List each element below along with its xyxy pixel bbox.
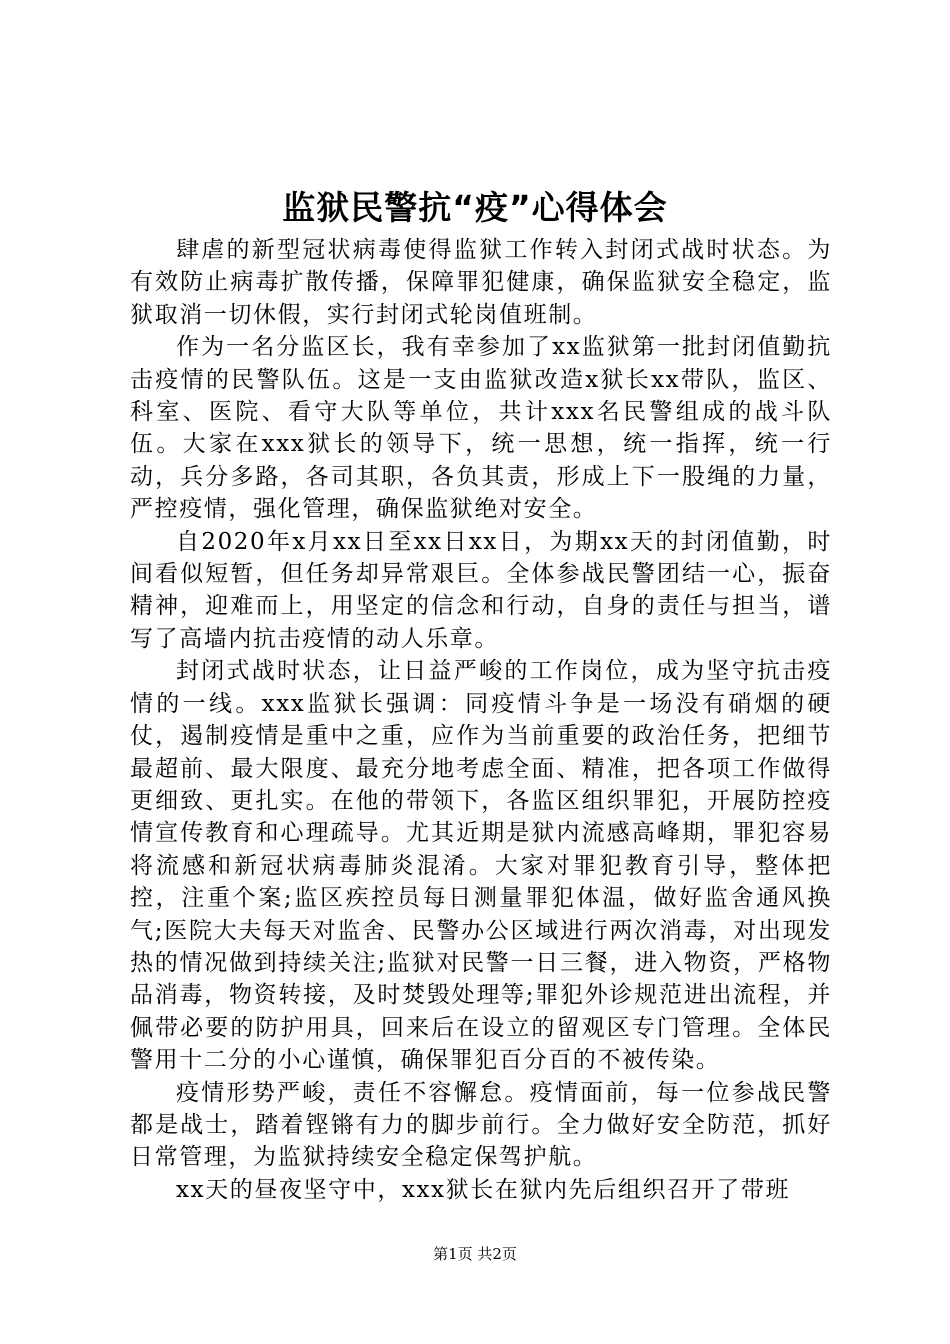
paragraph-5: 疫情形势严峻，责任不容懈怠。疫情面前，每一位参战民警都是战士，踏着铿锵有力的脚步前行。全力做好安全防范，抓好日常管理，为监狱持续安全稳定保驾护航。	[130, 1079, 832, 1171]
document-title: 监狱民警抗“疫”心得体会	[282, 188, 668, 227]
document-body	[130, 234, 832, 1206]
paragraph-6: xx天的昼夜坚守中，xxx狱长在狱内先后组织召开了带班	[176, 1176, 791, 1203]
page-footer: 第1页 共2页	[433, 1245, 517, 1263]
paragraph-2: 作为一名分监区长，我有幸参加了xx监狱第一批封闭值勤抗击疫情的民警队伍。这是一支由监狱改造x狱长xx带队，监区、科室、医院、看守大队等单位，共计xxx名民警组成的战斗队伍。大家在xxx狱长的领导下，统一思想，统一指挥，统一行动，兵分多路，各司其职，各负其责，形成上下一股绳的力量，严控疫情，强化管理，确保监狱绝对安全。	[130, 334, 832, 523]
paragraph-1: 肆虐的新型冠状病毒使得监狱工作转入封闭式战时状态。为有效防止病毒扩散传播，保障罪犯健康，确保监狱安全稳定，监狱取消一切休假，实行封闭式轮岗值班制。	[130, 237, 832, 328]
paragraph-4: 封闭式战时状态，让日益严峻的工作岗位，成为坚守抗击疫情的一线。xxx监狱长强调：同疫情斗争是一场没有硝烟的硬仗，遏制疫情是重中之重，应作为当前重要的政治任务，把细节最超前、最大限度、最充分地考虑全面、精准，把各项工作做得更细致、更扎实。在他的带领下，各监区组织罪犯，开展防控疫情宣传教育和心理疏导。尤其近期是狱内流感高峰期，罪犯容易将流感和新冠状病毒肺炎混淆。大家对罪犯教育引导，整体把控，注重个案;监区疾控员每日测量罪犯体温，做好监舍通风换气;医院大夫每天对监舍、民警办公区域进行两次消毒，对出现发热的情况做到持续关注;监狱对民警一日三餐，进入物资，严格物品消毒，物资转接，及时焚毁处理等;罪犯外诊规范进出流程，并佩带必要的防护用具，回来后在设立的留观区专门管理。全体民警用十二分的小心谨慎，确保罪犯百分百的不被传染。	[130, 658, 832, 1074]
paragraph-3: 自2020年x月xx日至xx日xx日，为期xx天的封闭值勤，时间看似短暂，但任务却异常艰巨。全体参战民警团结一心，振奋精神，迎难而上，用坚定的信念和行动，自身的责任与担当，谱写了高墙内抗击疫情的动人乐章。	[130, 528, 832, 652]
